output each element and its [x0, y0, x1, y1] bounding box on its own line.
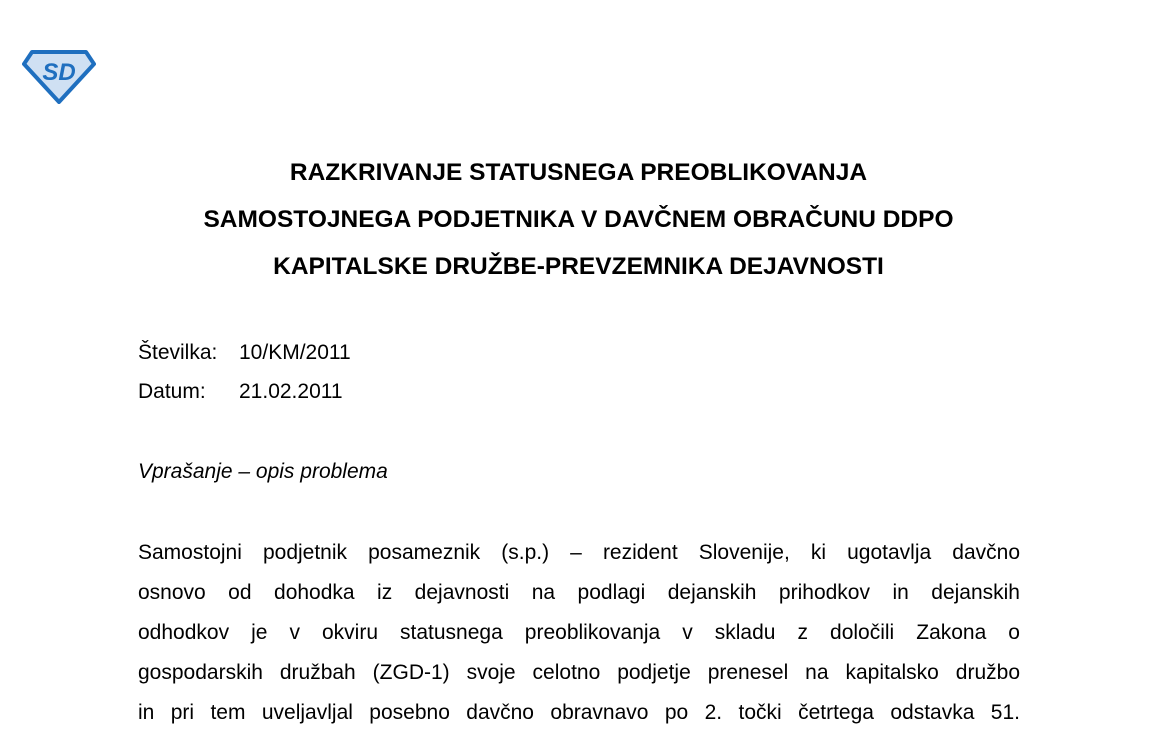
paragraph-line: gospodarskih družbah (ZGD-1) svoje celotno podjetje prenesel na kapitalsko družbo	[138, 661, 1020, 684]
date-label: Datum:	[138, 380, 206, 403]
paragraph-line: Samostojni podjetnik posameznik (s.p.) – rezident Slovenije, ki ugotavlja davčno	[138, 541, 1020, 564]
svg-text:SD: SD	[42, 59, 76, 86]
body-paragraph	[138, 540, 1020, 740]
title-line: KAPITALSKE DRUŽBE-PREVZEMNIKA DEJAVNOSTI	[273, 253, 884, 280]
company-logo	[22, 50, 96, 104]
paragraph-line: in pri tem uveljavljal posebno davčno obravnavo po 2. točki četrtega odstavka 51.	[138, 701, 1020, 724]
paragraph-line: osnovo od dohodka iz dejavnosti na podlagi dejanskih prihodkov in dejanskih	[138, 581, 1020, 604]
number-value: 10/KM/2011	[239, 341, 351, 364]
paragraph-line: odhodkov je v okviru statusnega preoblikovanja v skladu z določili Zakona o	[138, 621, 1020, 644]
document-meta	[138, 340, 351, 418]
date-value: 21.02.2011	[239, 380, 343, 403]
document-title	[0, 158, 1157, 299]
title-line: SAMOSTOJNEGA PODJETNIKA V DAVČNEM OBRAČUNU DDPO	[203, 206, 954, 233]
title-line: RAZKRIVANJE STATUSNEGA PREOBLIKOVANJA	[289, 159, 868, 186]
section-heading: Vprašanje – opis problema	[138, 460, 388, 483]
number-label: Številka:	[138, 341, 218, 364]
